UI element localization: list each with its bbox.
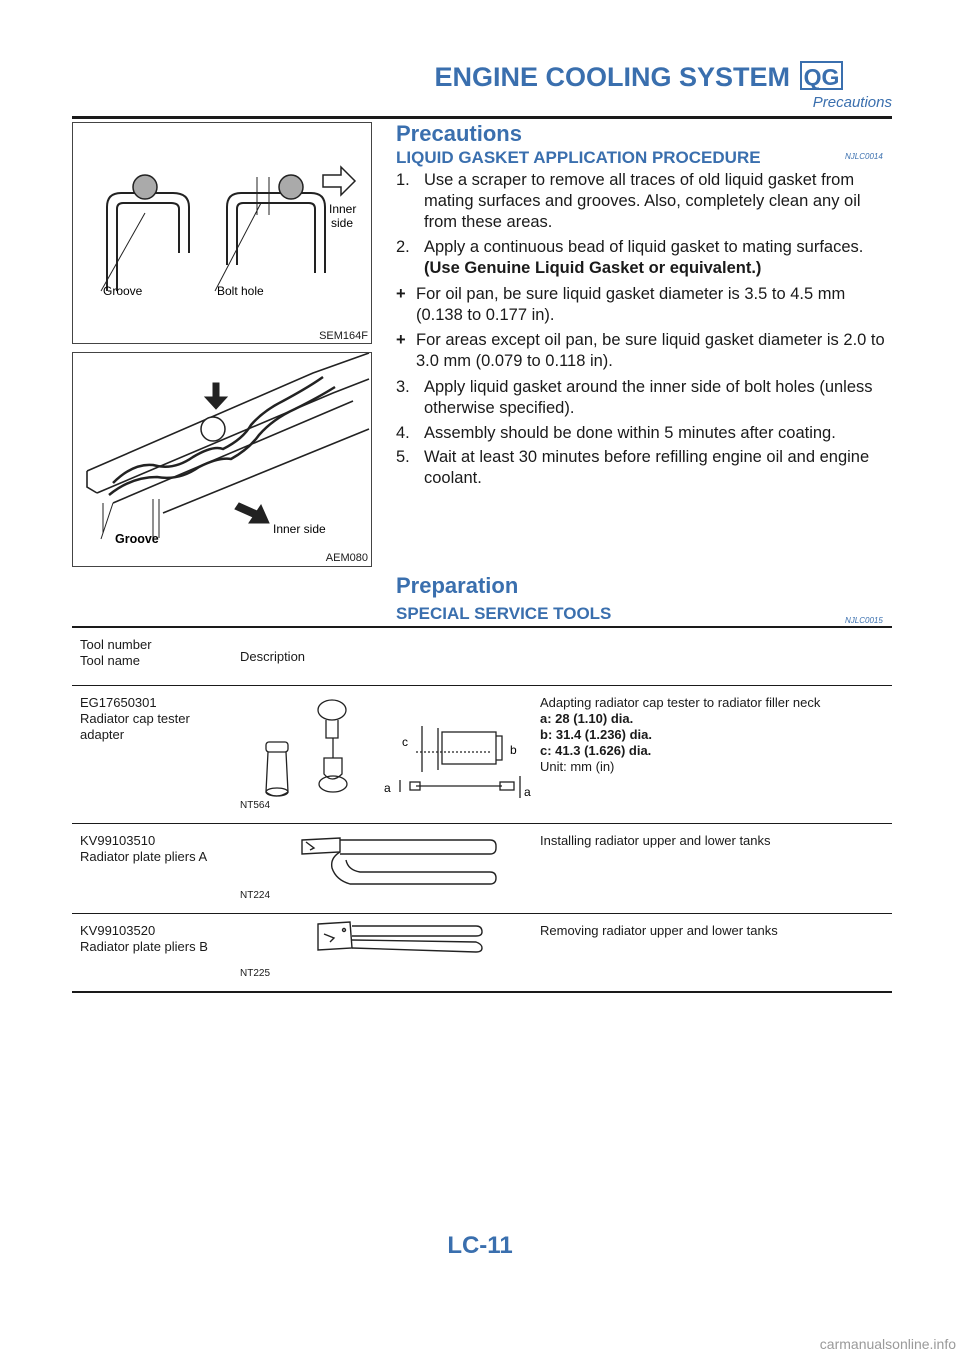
subheading-liquid-gasket: LIQUID GASKET APPLICATION PROCEDURE: [396, 148, 761, 167]
tool-description: Installing radiator upper and lower tanks: [540, 833, 771, 848]
special-service-tools-table: [72, 628, 892, 993]
step-3: [396, 377, 892, 419]
tool-figure-cell: [240, 824, 540, 914]
table-row: [72, 914, 892, 993]
step-number: 1.: [396, 171, 410, 189]
spec-c: c: 41.3 (1.626) dia.: [540, 743, 652, 758]
step-2: [396, 237, 892, 279]
figure-code: NT225: [240, 968, 271, 979]
figure-code: NT224: [240, 890, 271, 901]
figure-code: NT564: [240, 800, 271, 811]
tool-name: adapter: [80, 727, 125, 742]
bullet-text: For oil pan, be sure liquid gasket diameter is 3.5 to 4.5 mm (0.138 to 0.177 in).: [416, 285, 846, 324]
table-row: [72, 686, 892, 824]
bead-diagram: [73, 353, 371, 566]
tool-description-cell: [540, 686, 892, 824]
step-number: 2.: [396, 238, 410, 256]
tool-number: KV99103510: [80, 833, 156, 848]
spec-unit: Unit: mm (in): [540, 759, 615, 774]
label-inner-side: side: [331, 216, 354, 230]
section-subtitle: Precautions: [812, 94, 892, 111]
figure-caption: SEM164F: [319, 330, 368, 342]
label-inner-side: Inner: [329, 202, 357, 216]
page-number: LC-11: [447, 1232, 513, 1259]
dimension-label: c: [402, 735, 408, 749]
dimension-label: a: [384, 781, 391, 795]
bullet-icon: +: [396, 331, 406, 349]
step-number: 5.: [396, 448, 410, 466]
bullet-oil-pan: [396, 284, 892, 326]
header-label: Tool name: [80, 653, 140, 668]
tool-description: Adapting radiator cap tester to radiator filler neck: [540, 695, 821, 710]
tool-id-cell: [72, 686, 240, 824]
plate-pliers-b-drawing: [240, 918, 540, 972]
bullet-text: For areas except oil pan, be sure liquid gasket diameter is 2.0 to 3.0 mm (0.079 to 0.118 in).: [416, 331, 885, 370]
label-inner-side: Inner side: [273, 522, 326, 536]
spec-a: a: 28 (1.10) dia.: [540, 711, 634, 726]
tool-description: Removing radiator upper and lower tanks: [540, 923, 778, 938]
dimension-label: a: [524, 785, 531, 799]
heading-preparation: Preparation: [396, 573, 519, 598]
step-4: [396, 423, 892, 444]
gasket-groove-diagram: [73, 123, 371, 343]
spec-b: b: 31.4 (1.236) dia.: [540, 727, 652, 742]
figure-caption: AEM080: [325, 552, 368, 564]
figure-bead-application: [72, 352, 372, 567]
step-number: 3.: [396, 378, 410, 396]
tool-number: EG17650301: [80, 695, 157, 710]
reference-code: NJLC0014: [845, 152, 883, 161]
subheading-special-tools: SPECIAL SERVICE TOOLS: [396, 604, 612, 623]
label-groove: Groove: [115, 532, 159, 546]
step-1: [396, 170, 892, 233]
header-label: Tool number: [80, 637, 152, 652]
tool-name: Radiator plate pliers B: [80, 939, 208, 954]
tool-id-cell: [72, 824, 240, 914]
step-text: Wait at least 30 minutes before refilling engine oil and engine coolant.: [424, 448, 870, 487]
step-text: Assembly should be done within 5 minutes after coating.: [424, 424, 836, 442]
tool-name: Radiator plate pliers A: [80, 849, 208, 864]
table-row: [72, 824, 892, 914]
heading-precautions: Precautions: [396, 121, 522, 146]
plate-pliers-a-drawing: [240, 828, 540, 902]
cap-tester-adapter-drawing: [240, 688, 540, 810]
tool-number: KV99103520: [80, 923, 156, 938]
step-5: [396, 447, 892, 489]
gasket-bead-icon: [279, 175, 303, 199]
label-groove: Groove: [103, 284, 143, 298]
engine-code-badge: QG: [800, 61, 843, 90]
header-description: Description: [240, 649, 306, 664]
header-tool-number: [72, 628, 240, 686]
gasket-bead-icon: [201, 417, 225, 441]
step-text: Use a scraper to remove all traces of old liquid gasket from mating surfaces and grooves. Also, completely clean any oil from these areas.: [424, 171, 861, 231]
tool-name: Radiator cap tester: [80, 711, 190, 726]
step-note: (Use Genuine Liquid Gasket or equivalent.): [424, 259, 762, 277]
table-header-row: [72, 628, 892, 686]
watermark: carmanualsonline.info: [819, 1336, 956, 1352]
gasket-bead-icon: [133, 175, 157, 199]
section-title: ENGINE COOLING SYSTEM: [434, 62, 790, 92]
reference-code: NJLC0015: [845, 616, 883, 625]
step-text: Apply liquid gasket around the inner side of bolt holes (unless otherwise specified).: [424, 378, 873, 417]
bullet-icon: +: [396, 285, 406, 303]
step-text: Apply a continuous bead of liquid gasket to mating surfaces.: [424, 238, 864, 256]
dimension-label: b: [510, 743, 517, 757]
bullet-other-areas: [396, 330, 892, 372]
header-rule: [72, 116, 892, 119]
tool-figure-cell: [240, 686, 540, 824]
step-number: 4.: [396, 424, 410, 442]
figure-groove-bolt-hole: [72, 122, 372, 344]
tool-figure-cell: [240, 914, 540, 993]
label-bolt-hole: Bolt hole: [217, 284, 264, 298]
tool-id-cell: [72, 914, 240, 993]
